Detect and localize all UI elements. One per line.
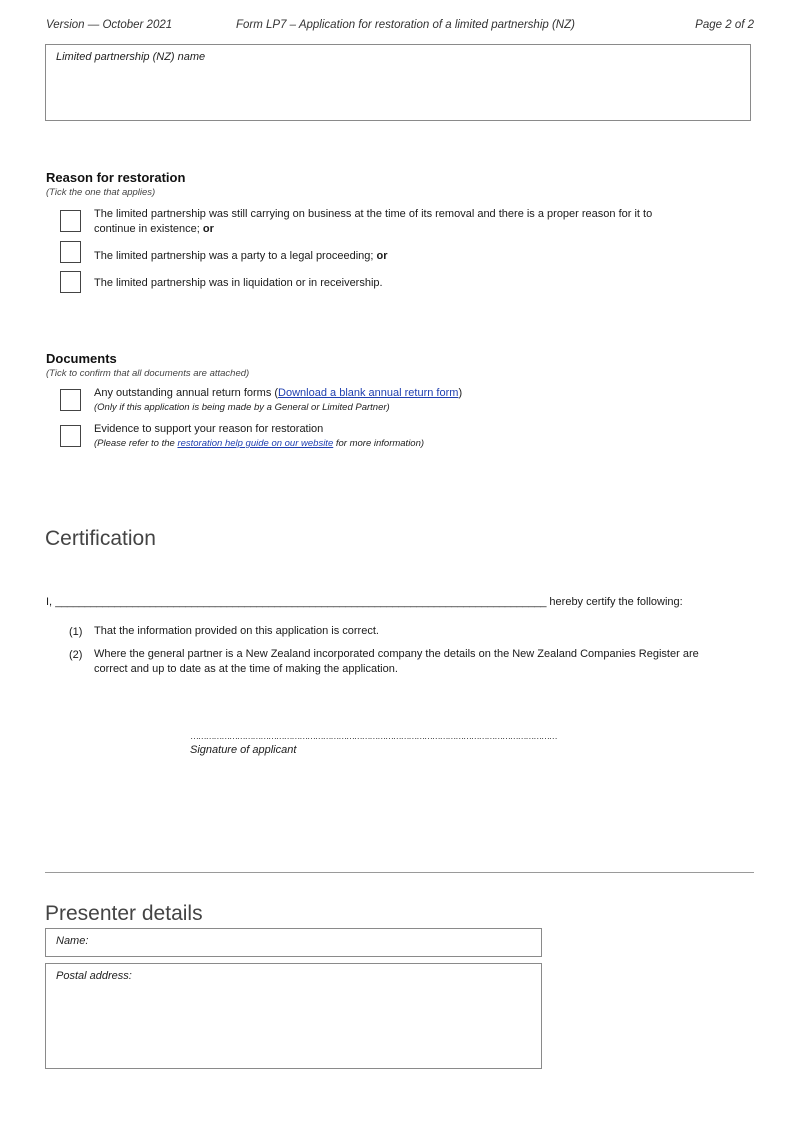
presenter-name-label: Name: [56,935,89,947]
documents-item-2-note-after: for more information) [333,438,425,449]
form-title: Form LP7 – Application for restoration of a limited partnership (NZ) [236,19,575,31]
statement-2-number: (2) [69,649,83,661]
documents-title: Documents [46,351,117,366]
presenter-postal-address-field[interactable] [45,963,542,1069]
documents-subtitle: (Tick to confirm that all documents are attached) [46,368,250,379]
reason-option-2-text: The limited partnership was a party to a legal proceeding; [94,250,377,262]
page-number: Page 2 of 2 [695,19,754,31]
documents-item-2-text: Evidence to support your reason for restoration [94,423,324,435]
download-annual-return-link[interactable]: Download a blank annual return form [278,387,459,399]
documents-checkbox-evidence[interactable] [60,425,81,447]
presenter-postal-label: Postal address: [56,970,132,982]
certification-intro-start: I, [46,596,53,608]
signature-line[interactable]: …………………………………………………………………………………………………………………………… [190,731,557,741]
documents-item-1-note: (Only if this application is being made by a General or Limited Partner) [94,402,390,413]
certification-heading: Certification [45,527,156,550]
reason-option-1-line2: continue in existence; [94,223,203,235]
statement-1-number: (1) [69,626,83,638]
presenter-heading: Presenter details [45,902,203,925]
reason-checkbox-liquidation[interactable] [60,271,81,293]
reason-option-1 [94,207,652,237]
reason-checkbox-carrying-on-business[interactable] [60,210,81,232]
section-divider [45,872,754,873]
partnership-name-field[interactable] [45,44,751,121]
certification-intro-end: hereby certify the following: [549,596,683,608]
documents-item-1-close: ) [458,387,463,399]
reason-subtitle: (Tick the one that applies) [46,187,156,198]
documents-item-2-note-before: (Please refer to the [94,438,178,449]
documents-item-1-text: Any outstanding annual return forms ( [94,387,279,399]
reason-title: Reason for restoration [46,170,186,185]
version-label: Version — October 2021 [46,19,173,31]
reason-checkbox-legal-proceeding[interactable] [60,241,81,263]
applicant-name-blank[interactable]: ___________________________________________________________________________________ [55,596,547,608]
presenter-name-field[interactable] [45,928,542,957]
statement-1-text: That the information provided on this application is correct. [94,625,379,637]
reason-option-2-or: or [376,250,388,262]
documents-checkbox-annual-returns[interactable] [60,389,81,411]
statement-2-line1: Where the general partner is a New Zealand incorporated company the details on the New Zealand Companies Register are [94,648,699,660]
statement-2-text [94,647,699,677]
reason-option-3: The limited partnership was in liquidation or in receivership. [94,277,383,289]
reason-option-1-line1: The limited partnership was still carrying on business at the time of its removal and there is a proper reason for it to [94,208,653,220]
certification-intro [46,596,683,608]
statement-2-line2: correct and up to date as at the time of making the application. [94,663,398,675]
documents-item-2-note [94,438,424,449]
documents-item-1 [94,386,462,401]
restoration-help-guide-link[interactable]: restoration help guide on our website [177,438,334,449]
partnership-name-label: Limited partnership (NZ) name [56,51,206,63]
reason-option-2 [94,249,388,264]
reason-option-1-or: or [202,223,214,235]
signature-label: Signature of applicant [190,744,297,756]
